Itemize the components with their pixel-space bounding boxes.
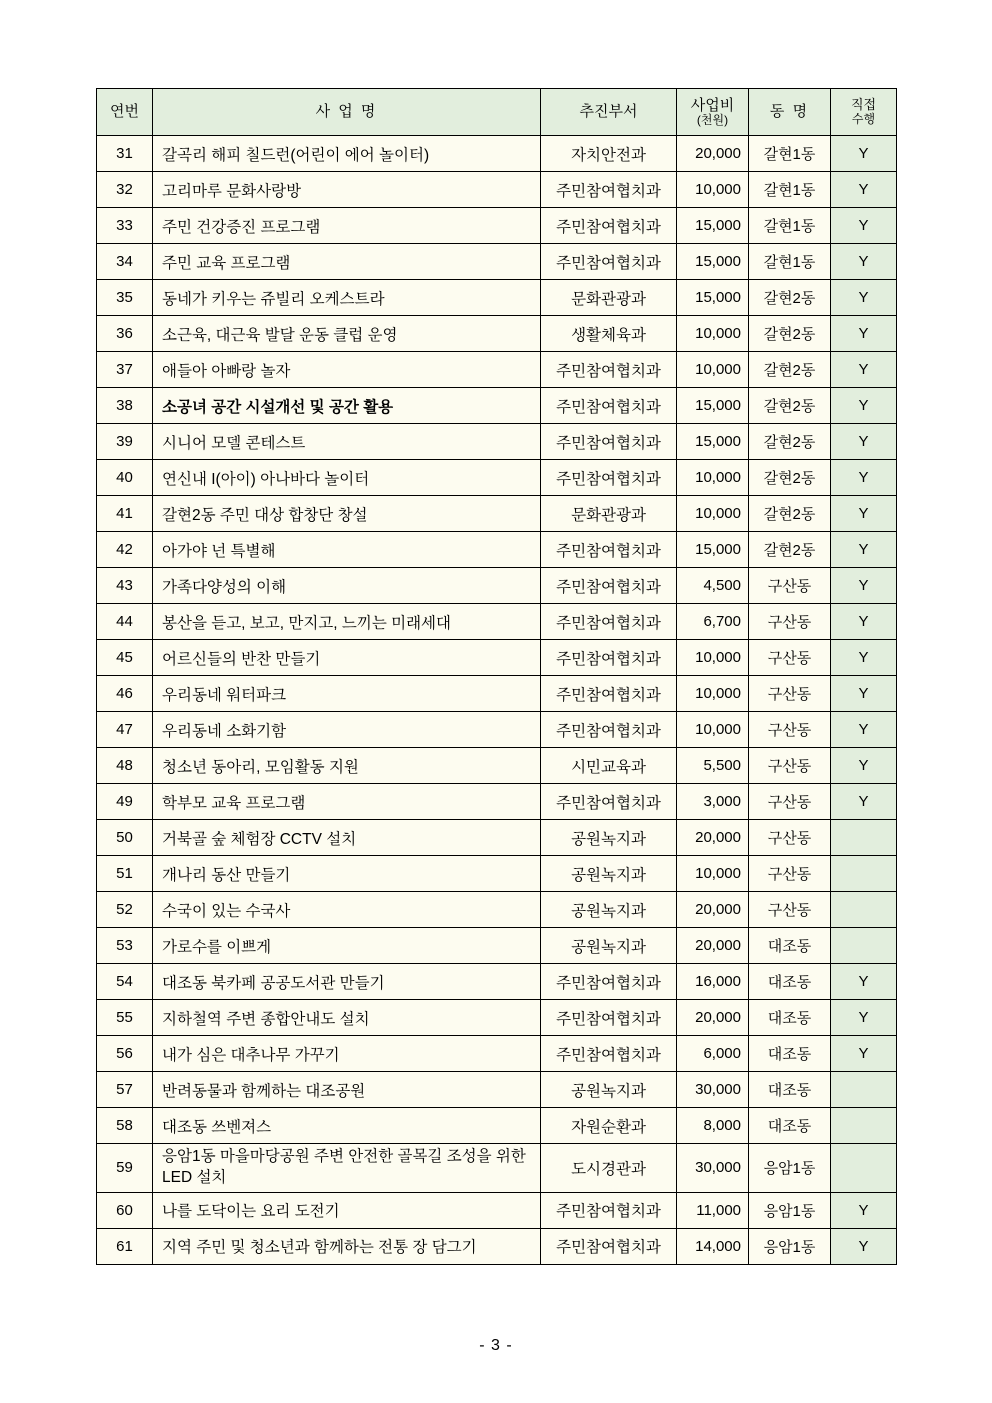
cell-direct-execution: Y [831, 532, 897, 568]
column-header-direct-execution [831, 89, 897, 136]
table-row [97, 316, 897, 352]
cell-project-name: 대조동 북카페 공공도서관 만들기 [153, 964, 541, 1000]
cell-dong: 갈현2동 [749, 388, 831, 424]
cell-project-name: 내가 심은 대추나무 가꾸기 [153, 1036, 541, 1072]
cell-direct-execution: Y [831, 604, 897, 640]
table-row [97, 352, 897, 388]
cell-department: 주민참여협치과 [541, 208, 677, 244]
cell-cost: 6,000 [677, 1036, 749, 1072]
column-header-department: 추진부서 [541, 89, 677, 136]
cell-no: 54 [97, 964, 153, 1000]
cell-cost: 10,000 [677, 712, 749, 748]
cell-project-name: 반려동물과 함께하는 대조공원 [153, 1072, 541, 1108]
table-row [97, 172, 897, 208]
table-row [97, 784, 897, 820]
cell-project-name: 응암1동 마을마당공원 주변 안전한 골목길 조성을 위한 LED 설치 [153, 1144, 541, 1193]
table-row [97, 676, 897, 712]
cell-no: 47 [97, 712, 153, 748]
cell-no: 44 [97, 604, 153, 640]
table-row [97, 1072, 897, 1108]
cell-no: 36 [97, 316, 153, 352]
cell-project-name: 대조동 쓰벤져스 [153, 1108, 541, 1144]
cell-dong: 갈현2동 [749, 496, 831, 532]
cell-cost: 20,000 [677, 928, 749, 964]
cell-project-name: 동네가 키우는 쥬빌리 오케스트라 [153, 280, 541, 316]
cell-project-name: 소공녀 공간 시설개선 및 공간 활용 [153, 388, 541, 424]
cell-project-name: 수국이 있는 수국사 [153, 892, 541, 928]
cell-cost: 20,000 [677, 136, 749, 172]
cell-dong: 대조동 [749, 1000, 831, 1036]
cell-cost: 8,000 [677, 1108, 749, 1144]
cell-cost: 14,000 [677, 1228, 749, 1264]
cell-department: 생활체육과 [541, 316, 677, 352]
cell-project-name: 봉산을 듣고, 보고, 만지고, 느끼는 미래세대 [153, 604, 541, 640]
cell-no: 56 [97, 1036, 153, 1072]
table-row [97, 532, 897, 568]
cell-dong: 갈현2동 [749, 424, 831, 460]
column-header-dong: 동 명 [749, 89, 831, 136]
table-row [97, 820, 897, 856]
table-row [97, 1228, 897, 1264]
table-row [97, 640, 897, 676]
cell-no: 31 [97, 136, 153, 172]
table-row [97, 1000, 897, 1036]
cell-cost: 10,000 [677, 316, 749, 352]
cell-project-name: 갈곡리 해피 칠드런(어린이 에어 놀이터) [153, 136, 541, 172]
cell-cost: 10,000 [677, 172, 749, 208]
cell-project-name: 우리동네 워터파크 [153, 676, 541, 712]
cell-cost: 15,000 [677, 208, 749, 244]
cell-no: 59 [97, 1144, 153, 1193]
cell-no: 35 [97, 280, 153, 316]
cell-cost: 10,000 [677, 460, 749, 496]
cell-project-name: 거북골 숲 체험장 CCTV 설치 [153, 820, 541, 856]
cell-dong: 대조동 [749, 1108, 831, 1144]
cell-direct-execution [831, 1108, 897, 1144]
cell-department: 공원녹지과 [541, 928, 677, 964]
cell-no: 38 [97, 388, 153, 424]
cell-cost: 4,500 [677, 568, 749, 604]
cell-department: 주민참여협치과 [541, 712, 677, 748]
table-row [97, 1144, 897, 1193]
cell-direct-execution [831, 928, 897, 964]
cell-dong: 응암1동 [749, 1144, 831, 1193]
cell-cost: 16,000 [677, 964, 749, 1000]
table-row [97, 460, 897, 496]
table-row [97, 604, 897, 640]
cell-dong: 대조동 [749, 928, 831, 964]
cell-project-name: 청소년 동아리, 모임활동 지원 [153, 748, 541, 784]
cell-department: 주민참여협치과 [541, 1192, 677, 1228]
cell-cost: 15,000 [677, 532, 749, 568]
cell-dong: 대조동 [749, 964, 831, 1000]
column-header-no: 연번 [97, 89, 153, 136]
cell-dong: 응암1동 [749, 1192, 831, 1228]
cell-no: 33 [97, 208, 153, 244]
column-header-cost-main: 사업비 [690, 96, 735, 114]
table-row [97, 280, 897, 316]
cell-no: 57 [97, 1072, 153, 1108]
cell-cost: 20,000 [677, 892, 749, 928]
cell-project-name: 연신내 I(아이) 아나바다 놀이터 [153, 460, 541, 496]
cell-department: 문화관광과 [541, 280, 677, 316]
cell-dong: 구산동 [749, 676, 831, 712]
cell-cost: 10,000 [677, 640, 749, 676]
cell-no: 46 [97, 676, 153, 712]
table-row [97, 1192, 897, 1228]
cell-direct-execution: Y [831, 136, 897, 172]
cell-dong: 구산동 [749, 820, 831, 856]
cell-direct-execution: Y [831, 244, 897, 280]
cell-dong: 구산동 [749, 784, 831, 820]
cell-dong: 갈현2동 [749, 316, 831, 352]
column-header-project-name: 사 업 명 [153, 89, 541, 136]
cell-direct-execution [831, 892, 897, 928]
cell-direct-execution: Y [831, 496, 897, 532]
cell-cost: 15,000 [677, 244, 749, 280]
cell-project-name: 가족다양성의 이해 [153, 568, 541, 604]
table-row [97, 928, 897, 964]
cell-cost: 10,000 [677, 352, 749, 388]
table-row [97, 568, 897, 604]
cell-department: 주민참여협치과 [541, 568, 677, 604]
cell-no: 50 [97, 820, 153, 856]
table-row [97, 964, 897, 1000]
cell-department: 주민참여협치과 [541, 388, 677, 424]
column-header-cost-unit: (천원) [696, 112, 729, 127]
page-number: - 3 - [479, 1337, 513, 1354]
cell-department: 주민참여협치과 [541, 964, 677, 1000]
cell-department: 주민참여협치과 [541, 640, 677, 676]
cell-dong: 갈현2동 [749, 460, 831, 496]
cell-project-name: 주민 건강증진 프로그램 [153, 208, 541, 244]
cell-department: 주민참여협치과 [541, 604, 677, 640]
cell-dong: 갈현1동 [749, 208, 831, 244]
table-row [97, 856, 897, 892]
table-header-row [97, 89, 897, 136]
table-row [97, 388, 897, 424]
cell-cost: 10,000 [677, 856, 749, 892]
cell-department: 공원녹지과 [541, 820, 677, 856]
table-row [97, 244, 897, 280]
cell-direct-execution: Y [831, 352, 897, 388]
cell-dong: 대조동 [749, 1072, 831, 1108]
cell-direct-execution: Y [831, 640, 897, 676]
cell-cost: 15,000 [677, 280, 749, 316]
cell-project-name: 가로수를 이쁘게 [153, 928, 541, 964]
cell-department: 주민참여협치과 [541, 424, 677, 460]
cell-department: 주민참여협치과 [541, 352, 677, 388]
cell-direct-execution: Y [831, 316, 897, 352]
cell-department: 공원녹지과 [541, 856, 677, 892]
cell-cost: 5,500 [677, 748, 749, 784]
cell-cost: 15,000 [677, 388, 749, 424]
cell-project-name: 소근육, 대근육 발달 운동 클럽 운영 [153, 316, 541, 352]
cell-no: 43 [97, 568, 153, 604]
cell-no: 41 [97, 496, 153, 532]
cell-project-name: 우리동네 소화기함 [153, 712, 541, 748]
cell-cost: 15,000 [677, 424, 749, 460]
cell-project-name: 나를 도닥이는 요리 도전기 [153, 1192, 541, 1228]
cell-department: 주민참여협치과 [541, 784, 677, 820]
cell-dong: 구산동 [749, 748, 831, 784]
cell-no: 55 [97, 1000, 153, 1036]
cell-department: 문화관광과 [541, 496, 677, 532]
cell-project-name: 애들아 아빠랑 놀자 [153, 352, 541, 388]
cell-project-name: 개나리 동산 만들기 [153, 856, 541, 892]
cell-no: 61 [97, 1228, 153, 1264]
cell-direct-execution: Y [831, 1036, 897, 1072]
cell-direct-execution: Y [831, 460, 897, 496]
cell-no: 60 [97, 1192, 153, 1228]
table-row [97, 748, 897, 784]
cell-no: 32 [97, 172, 153, 208]
cell-direct-execution [831, 820, 897, 856]
column-header-direct-line2: 수행 [851, 111, 876, 126]
cell-dong: 구산동 [749, 604, 831, 640]
cell-department: 자치안전과 [541, 136, 677, 172]
cell-direct-execution: Y [831, 712, 897, 748]
table-row [97, 424, 897, 460]
cell-direct-execution: Y [831, 388, 897, 424]
cell-cost: 20,000 [677, 1000, 749, 1036]
cell-dong: 갈현2동 [749, 280, 831, 316]
cell-dong: 갈현1동 [749, 136, 831, 172]
table-row [97, 1036, 897, 1072]
cell-department: 자원순환과 [541, 1108, 677, 1144]
table-row [97, 892, 897, 928]
cell-department: 주민참여협치과 [541, 460, 677, 496]
cell-cost: 30,000 [677, 1072, 749, 1108]
cell-dong: 갈현1동 [749, 244, 831, 280]
cell-direct-execution: Y [831, 568, 897, 604]
cell-project-name: 아가야 넌 특별해 [153, 532, 541, 568]
cell-project-name: 어르신들의 반찬 만들기 [153, 640, 541, 676]
cell-cost: 3,000 [677, 784, 749, 820]
cell-direct-execution: Y [831, 748, 897, 784]
cell-direct-execution: Y [831, 208, 897, 244]
cell-direct-execution [831, 856, 897, 892]
cell-cost: 10,000 [677, 496, 749, 532]
table-body [97, 136, 897, 1265]
cell-no: 34 [97, 244, 153, 280]
column-header-direct-line1: 직접 [850, 96, 877, 112]
cell-department: 주민참여협치과 [541, 244, 677, 280]
cell-dong: 대조동 [749, 1036, 831, 1072]
cell-department: 도시경관과 [541, 1144, 677, 1193]
cell-project-name: 학부모 교육 프로그램 [153, 784, 541, 820]
cell-department: 주민참여협치과 [541, 1036, 677, 1072]
cell-department: 주민참여협치과 [541, 1228, 677, 1264]
cell-cost: 11,000 [677, 1192, 749, 1228]
cell-no: 39 [97, 424, 153, 460]
table-row [97, 1108, 897, 1144]
cell-no: 42 [97, 532, 153, 568]
cell-direct-execution: Y [831, 1192, 897, 1228]
project-list-table [96, 88, 897, 1265]
cell-dong: 응암1동 [749, 1228, 831, 1264]
cell-cost: 20,000 [677, 820, 749, 856]
cell-direct-execution: Y [831, 1228, 897, 1264]
table-row [97, 496, 897, 532]
cell-no: 49 [97, 784, 153, 820]
table-header [97, 89, 897, 136]
cell-dong: 구산동 [749, 712, 831, 748]
cell-no: 40 [97, 460, 153, 496]
table-row [97, 136, 897, 172]
cell-department: 주민참여협치과 [541, 172, 677, 208]
cell-project-name: 고리마루 문화사랑방 [153, 172, 541, 208]
cell-department: 주민참여협치과 [541, 1000, 677, 1036]
cell-project-name: 지역 주민 및 청소년과 함께하는 전통 장 담그기 [153, 1228, 541, 1264]
cell-direct-execution: Y [831, 784, 897, 820]
cell-department: 주민참여협치과 [541, 532, 677, 568]
cell-direct-execution: Y [831, 676, 897, 712]
table-row [97, 712, 897, 748]
cell-dong: 구산동 [749, 856, 831, 892]
cell-no: 58 [97, 1108, 153, 1144]
cell-direct-execution: Y [831, 280, 897, 316]
cell-direct-execution: Y [831, 1000, 897, 1036]
cell-project-name: 시니어 모델 콘테스트 [153, 424, 541, 460]
cell-department: 공원녹지과 [541, 1072, 677, 1108]
cell-cost: 10,000 [677, 676, 749, 712]
cell-department: 주민참여협치과 [541, 676, 677, 712]
table-row [97, 208, 897, 244]
cell-dong: 구산동 [749, 568, 831, 604]
cell-dong: 갈현1동 [749, 172, 831, 208]
cell-department: 시민교육과 [541, 748, 677, 784]
cell-dong: 갈현2동 [749, 532, 831, 568]
cell-cost: 6,700 [677, 604, 749, 640]
cell-project-name: 지하철역 주변 종합안내도 설치 [153, 1000, 541, 1036]
cell-direct-execution: Y [831, 172, 897, 208]
cell-no: 37 [97, 352, 153, 388]
cell-dong: 구산동 [749, 640, 831, 676]
cell-direct-execution [831, 1144, 897, 1193]
cell-project-name: 주민 교육 프로그램 [153, 244, 541, 280]
cell-no: 51 [97, 856, 153, 892]
cell-dong: 갈현2동 [749, 352, 831, 388]
cell-project-name: 갈현2동 주민 대상 합창단 창설 [153, 496, 541, 532]
cell-cost: 30,000 [677, 1144, 749, 1193]
cell-no: 52 [97, 892, 153, 928]
cell-no: 48 [97, 748, 153, 784]
cell-direct-execution: Y [831, 424, 897, 460]
cell-direct-execution: Y [831, 964, 897, 1000]
cell-direct-execution [831, 1072, 897, 1108]
cell-dong: 구산동 [749, 892, 831, 928]
cell-no: 45 [97, 640, 153, 676]
cell-no: 53 [97, 928, 153, 964]
column-header-cost [677, 89, 749, 136]
cell-department: 공원녹지과 [541, 892, 677, 928]
